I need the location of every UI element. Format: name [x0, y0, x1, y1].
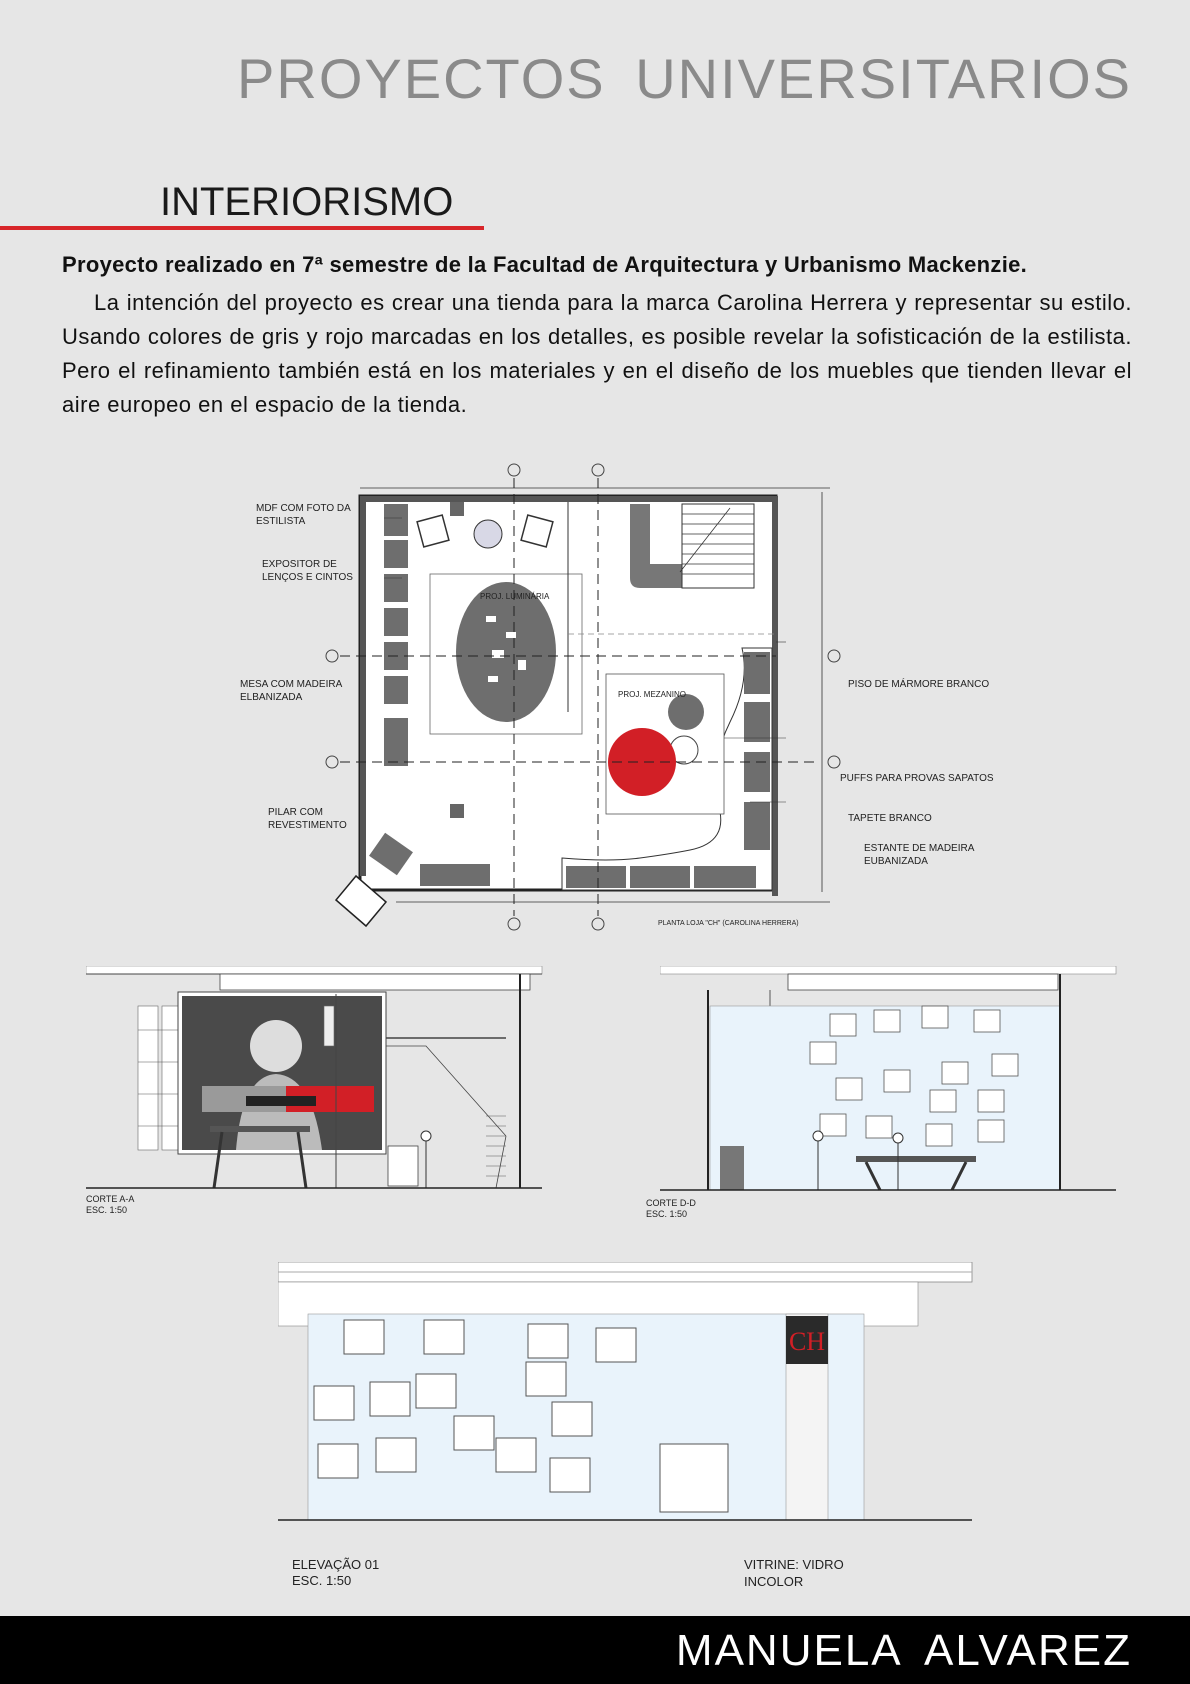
plan-label-mezanino: PROJ. MEZANINO [618, 690, 687, 699]
plan-label-luminaria: PROJ. LUMINÁRIA [480, 592, 550, 601]
elevation-title: ELEVAÇÃO 01 [292, 1557, 380, 1572]
page-header-title: PROYECTOS UNIVERSITARIOS [237, 47, 1132, 110]
plan-label-mesa: MESA COM MADEIRA ELBANIZADA [240, 679, 342, 703]
intro-body [62, 286, 1132, 422]
plan-label-expositor: EXPOSITOR DE LENÇOS E CINTOS [262, 559, 353, 583]
section-a-drawing [86, 966, 546, 1192]
plan-label-estante: ESTANTE DE MADEIRA EUBANIZADA [864, 843, 974, 867]
author-name: MANUELA ALVAREZ [675, 1626, 1132, 1675]
plan-label-mdf: MDF COM FOTO DA ESTILISTA [256, 503, 351, 527]
plan-caption: PLANTA LOJA "CH" (CAROLINA HERRERA) [658, 920, 799, 927]
section-title: INTERIORISMO [160, 180, 454, 224]
section-a-title: CORTE A-A [86, 1194, 135, 1204]
footer-bar [0, 1616, 1190, 1684]
section-d-scale: ESC. 1:50 [646, 1209, 688, 1219]
plan-label-piso: PISO DE MÁRMORE BRANCO [848, 679, 990, 690]
intro-lead: Proyecto realizado en 7ª semestre de la Facultad de Arquitectura y Urbanismo Mackenzie. [62, 252, 1028, 277]
elevation-drawing [278, 1262, 978, 1524]
ch-logo: CH [788, 1327, 826, 1356]
elevation-scale: ESC. 1:50 [292, 1573, 352, 1588]
section-d-drawing [660, 966, 1120, 1192]
section-d-title: CORTE D-D [646, 1198, 696, 1208]
section-underline [0, 226, 484, 230]
floor-plan-drawing [310, 462, 850, 942]
plan-label-pilar: PILAR COM REVESTIMENTO [268, 807, 347, 831]
plan-label-tapete: TAPETE BRANCO [848, 813, 932, 824]
plan-label-puffs: PUFFS PARA PROVAS SAPATOS [840, 773, 994, 784]
intro-paragraph: La intención del proyecto es crear una tienda para la marca Carolina Herrera y representar su estilo. Usando colores de gris y rojo marcadas en los detalles, es posible revelar la sofisticación de la estilista. Pero el refinamiento también está en los materiales y en el diseño de los muebles que tienden llevar el aire europeo en el espacio de la tienda. [62, 290, 1132, 417]
elevation-note: VITRINE: VIDRO INCOLOR [744, 1557, 844, 1589]
section-a-scale: ESC. 1:50 [86, 1205, 128, 1215]
